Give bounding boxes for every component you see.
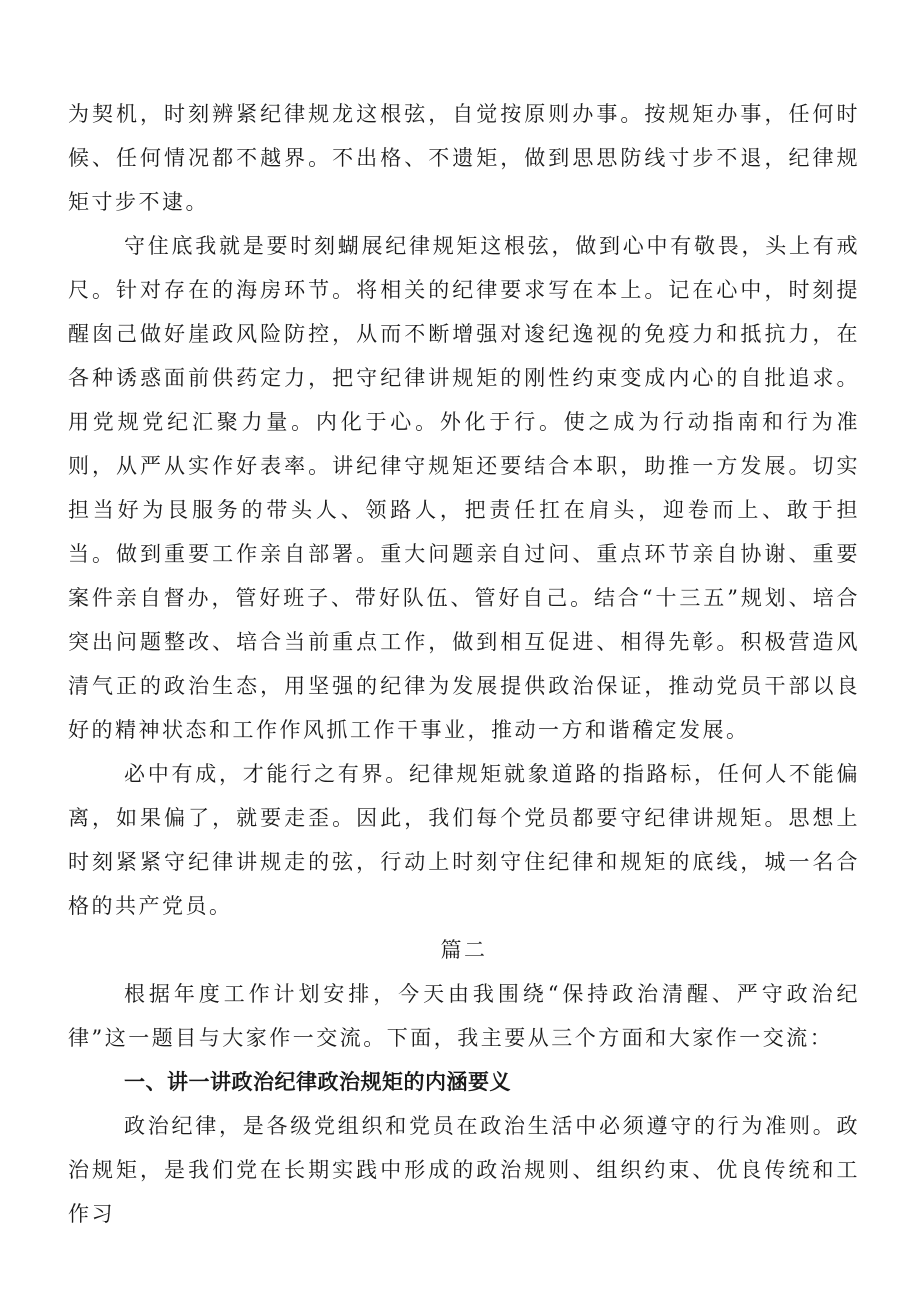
paragraph-discipline-bottom-line: 守住底我就是要时刻蝴展纪律规矩这根弦，做到心中有敬畏，头上有戒尺。针对存在的海房环节。将相关的纪律要求写在本上。记在心中，时刻提醒囱己做好崖政风险防控，从而不断增强对逡纪逸视的免疫力和抵抗力，在各种诱惑面前供药定力，把守纪律讲规矩的刚性约束变成内心的自批追求。用党规党纪汇聚力量。内化于心。外化于行。使之成为行动指南和行为准则，从严从实作好表率。讲纪律守规矩还要结合本职，助推一方发展。切实担当好为艮服务的带头人、领路人，把责任扛在肩头，迎卷而上、敢于担当。做到重要工作亲自部署。重大问题亲自过问、重点环节亲自协谢、重要案件亲自督办，管好班子、带好队伍、管好自己。结合“十三五”规划、培合突出问题整改、培合当前重点工作，做到相互促进、相得先彰。积极营造风清气正的政治生态，用坚强的纪律为发展提供政治保证，推动党员干部以良好的精神状态和工作作风抓工作干事业，推动一方和谐稽定发展。 [68,234,860,742]
section-title: 篇二 [440,938,488,962]
heading-one: 一、讲一讲政治纪律政治规矩的内涵要义 [124,1070,511,1094]
paragraph-intro: 根据年度工作计划安排，今天由我围绕“保持政治清醒、严守政治纪律”这一题目与大家作一交流。下面，我主要从三个方面和大家作一交流： [68,982,860,1050]
paragraph-continued: 为契机，时刻辨紧纪律规龙这根弦，自觉按原则办事。按规矩办事，任何时候、任何情况都不越界。不出格、不遗矩，做到思思防线寸步不退，纪律规矩寸步不逮。 [68,102,860,214]
paragraph-political-discipline: 政治纪律，是各级党组织和党员在政治生活中必须遵守的行为准则。政治规矩，是我们党在长期实践中形成的政治规则、组织约束、优良传统和工作习 [68,1114,860,1226]
paragraph-heart-boundary: 必中有成，才能行之有界。纪律规矩就象道路的指路标，任何人不能偏离，如果偏了，就要走歪。因此，我们每个党员都要守纪律讲规矩。思想上时刻紧紧守纪律讲规走的弦，行动上时刻守住纪律和规矩的底线，城一名合格的共产党员。 [68,762,860,918]
